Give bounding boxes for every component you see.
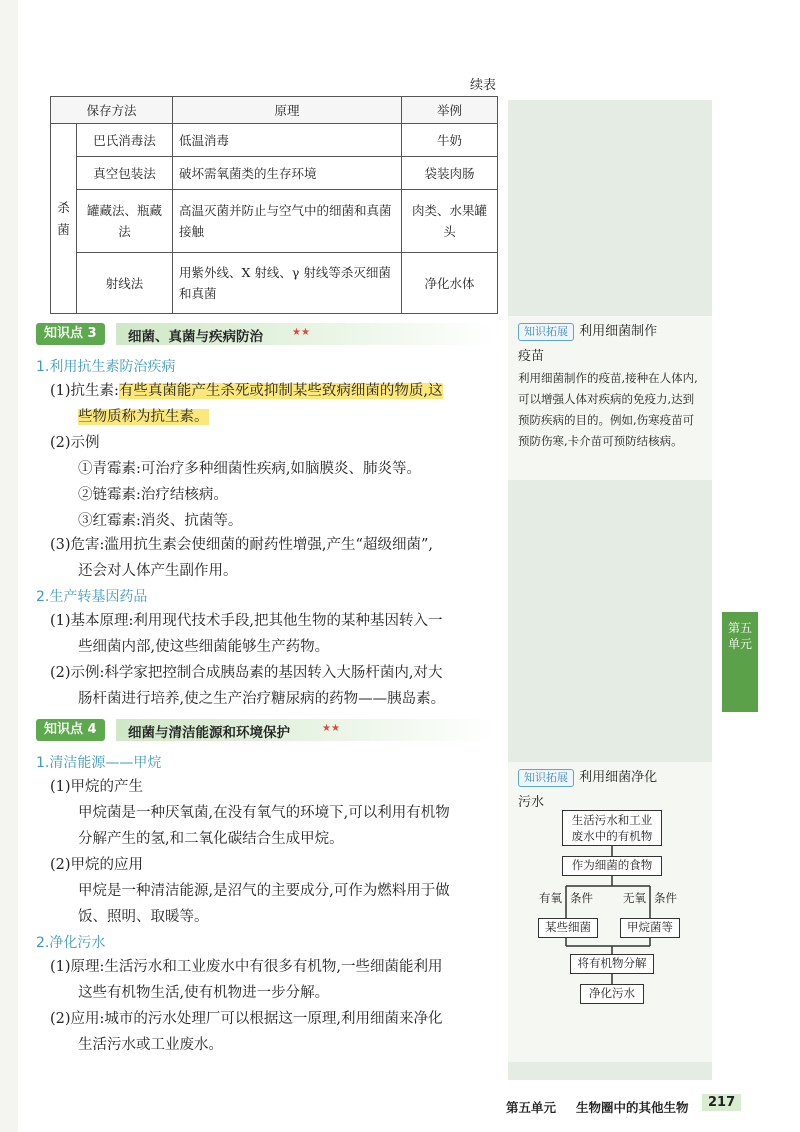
line: 饭、照明、取暖等。: [78, 909, 209, 925]
method-cell: 罐藏法、瓶藏法: [77, 190, 173, 253]
highlighted-text: 有些真菌能产生杀死或抑制某些致病细菌的物质,这: [118, 383, 443, 399]
flow-box-methanogen: 甲烷菌等: [620, 918, 680, 938]
line: (3)危害:滥用抗生素会使细菌的耐药性增强,产生“超级细菌”,: [50, 537, 433, 553]
section-title: 2.净化污水: [36, 935, 106, 951]
line: [50, 378, 443, 404]
line: (1)原理:生活污水和工业废水中有很多有机物,一些细菌能利用: [50, 959, 443, 975]
example-cell: 肉类、水果罐头: [402, 190, 498, 253]
principle-cell: 低温消毒: [173, 124, 402, 157]
kp-title: 细菌与清洁能源和环境保护: [128, 725, 290, 741]
preservation-table: [50, 96, 498, 314]
page-number: 217: [702, 1094, 741, 1111]
extension-box-vaccine: [508, 316, 712, 480]
kp-title: 细菌、真菌与疾病防治: [128, 329, 263, 345]
principle-cell: 用紫外线、X 射线、γ 射线等杀灭细菌和真菌: [173, 253, 402, 314]
table-row: [51, 190, 498, 253]
ext-tag: 知识拓展: [518, 323, 574, 341]
paragraph-antibiotic: [50, 378, 443, 430]
table-row: [51, 157, 498, 190]
line: [50, 404, 443, 430]
tab-text: 第五: [727, 621, 752, 635]
ext-tag: 知识拓展: [518, 769, 574, 787]
method-cell: 巴氏消毒法: [77, 124, 173, 157]
footer-chapter: 生物圈中的其他生物: [576, 1100, 689, 1115]
label: (2)甲烷的应用: [50, 857, 144, 873]
continue-label: 续表: [470, 78, 497, 93]
example-cell: 牛奶: [402, 124, 498, 157]
flow-box-food: 作为细菌的食物: [562, 856, 662, 876]
list-item: ①青霉素:可治疗多种细菌性疾病,如脑膜炎、肺炎等。: [78, 461, 421, 477]
star-icons: ★★: [292, 327, 310, 338]
ext-title-cont: 疫苗: [518, 349, 545, 364]
label: (2)示例: [50, 435, 100, 451]
ext-title: 利用细菌制作: [579, 324, 658, 339]
footer-unit: 第五单元: [506, 1100, 557, 1115]
knowledge-point-3-header: [36, 322, 496, 346]
line: (2)应用:城市的污水处理厂可以根据这一原理,利用细菌来净化: [50, 1011, 443, 1027]
tab-text: 单元: [727, 637, 752, 651]
paragraph-examples: [50, 430, 421, 534]
line: 肠杆菌进行培养,使之生产治疗糖尿病的药物——胰岛素。: [78, 691, 446, 707]
paragraph-principle: [50, 608, 443, 660]
flow-label-condition: 条件: [654, 891, 677, 905]
flow-label-aerobic: 有氧: [539, 891, 562, 905]
table-header: 保存方法: [51, 97, 173, 124]
line: 甲烷菌是一种厌氧菌,在没有氧气的环境下,可以利用有机物: [78, 805, 450, 821]
line: (1)基本原理:利用现代技术手段,把其他生物的某种基因转入一: [50, 613, 443, 629]
highlighted-text: 些物质称为抗生素。: [78, 409, 209, 425]
flow-label-anaerobic: 无氧: [623, 891, 646, 905]
section-title: 2.生产转基因药品: [36, 589, 148, 605]
example-cell: 净化水体: [402, 253, 498, 314]
section-title: 1.清洁能源——甲烷: [36, 755, 162, 771]
ext-title: 利用细菌净化: [579, 770, 658, 785]
principle-cell: 破坏需氧菌类的生存环境: [173, 157, 402, 190]
line: (2)示例:科学家把控制合成胰岛素的基因转入大肠杆菌内,对大: [50, 665, 443, 681]
paragraph-sewage-principle: [50, 954, 443, 1006]
unit-side-tab: [722, 612, 758, 712]
group-label: 杀菌: [57, 199, 70, 237]
ext-body: 利用细菌制作的疫苗,接种在人体内,可以增强人体对疾病的免疫力,达到预防疾病的目的。例如,伤寒疫苗可预防伤寒,卡介苗可预防结核病。: [518, 371, 698, 448]
flow-text: 生活污水和工业: [571, 813, 653, 827]
paragraph-methane-use: [50, 852, 450, 930]
table-header: 举例: [402, 97, 498, 124]
paragraph-example: [50, 660, 445, 712]
line: 生活污水或工业废水。: [78, 1037, 223, 1053]
label: (1)甲烷的产生: [50, 779, 144, 795]
list-item: ③红霉素:消炎、抗菌等。: [78, 513, 243, 529]
list-item: ②链霉素:治疗结核病。: [78, 487, 228, 503]
ext-title-cont: 污水: [518, 795, 545, 810]
line: 这些有机物生活,使有机物进一步分解。: [78, 985, 330, 1001]
flow-text: 废水中的有机物: [571, 829, 653, 843]
kp-tag: 知识点 3: [36, 323, 105, 345]
label: (1)抗生素:: [50, 383, 119, 399]
table-header-row: [51, 97, 498, 124]
kp-tag: 知识点 4: [36, 719, 105, 741]
flow-box-purify: 净化污水: [580, 984, 644, 1004]
line: 还会对人体产生副作用。: [78, 563, 238, 579]
flow-box-bacteria: 某些细菌: [538, 918, 598, 938]
method-cell: 射线法: [77, 253, 173, 314]
paragraph-sewage-application: [50, 1006, 443, 1058]
flow-box-source: [562, 810, 662, 846]
line: 分解产生的氢,和二氧化碳结合生成甲烷。: [78, 831, 344, 847]
group-cell: [51, 124, 77, 314]
section-title: 1.利用抗生素防治疾病: [36, 359, 176, 375]
flow-box-decompose: 将有机物分解: [570, 954, 654, 974]
principle-cell: 高温灭菌并防止与空气中的细菌和真菌接触: [173, 190, 402, 253]
table-row: [51, 124, 498, 157]
method-cell: 真空包装法: [77, 157, 173, 190]
line: 些细菌内部,使这些细菌能够生产药物。: [78, 639, 330, 655]
flow-label-condition: 条件: [570, 891, 593, 905]
ext-heading: [518, 766, 702, 787]
ext-heading: [518, 320, 702, 341]
line: 甲烷是一种清洁能源,是沼气的主要成分,可作为燃料用于做: [78, 883, 450, 899]
knowledge-point-4-header: [36, 718, 496, 742]
paragraph-harm: [50, 532, 433, 584]
paragraph-methane-production: [50, 774, 450, 852]
star-icons: ★★: [322, 723, 340, 734]
example-cell: 袋装肉肠: [402, 157, 498, 190]
table-header: 原理: [173, 97, 402, 124]
table-row: [51, 253, 498, 314]
page-bleed: [0, 0, 18, 1132]
